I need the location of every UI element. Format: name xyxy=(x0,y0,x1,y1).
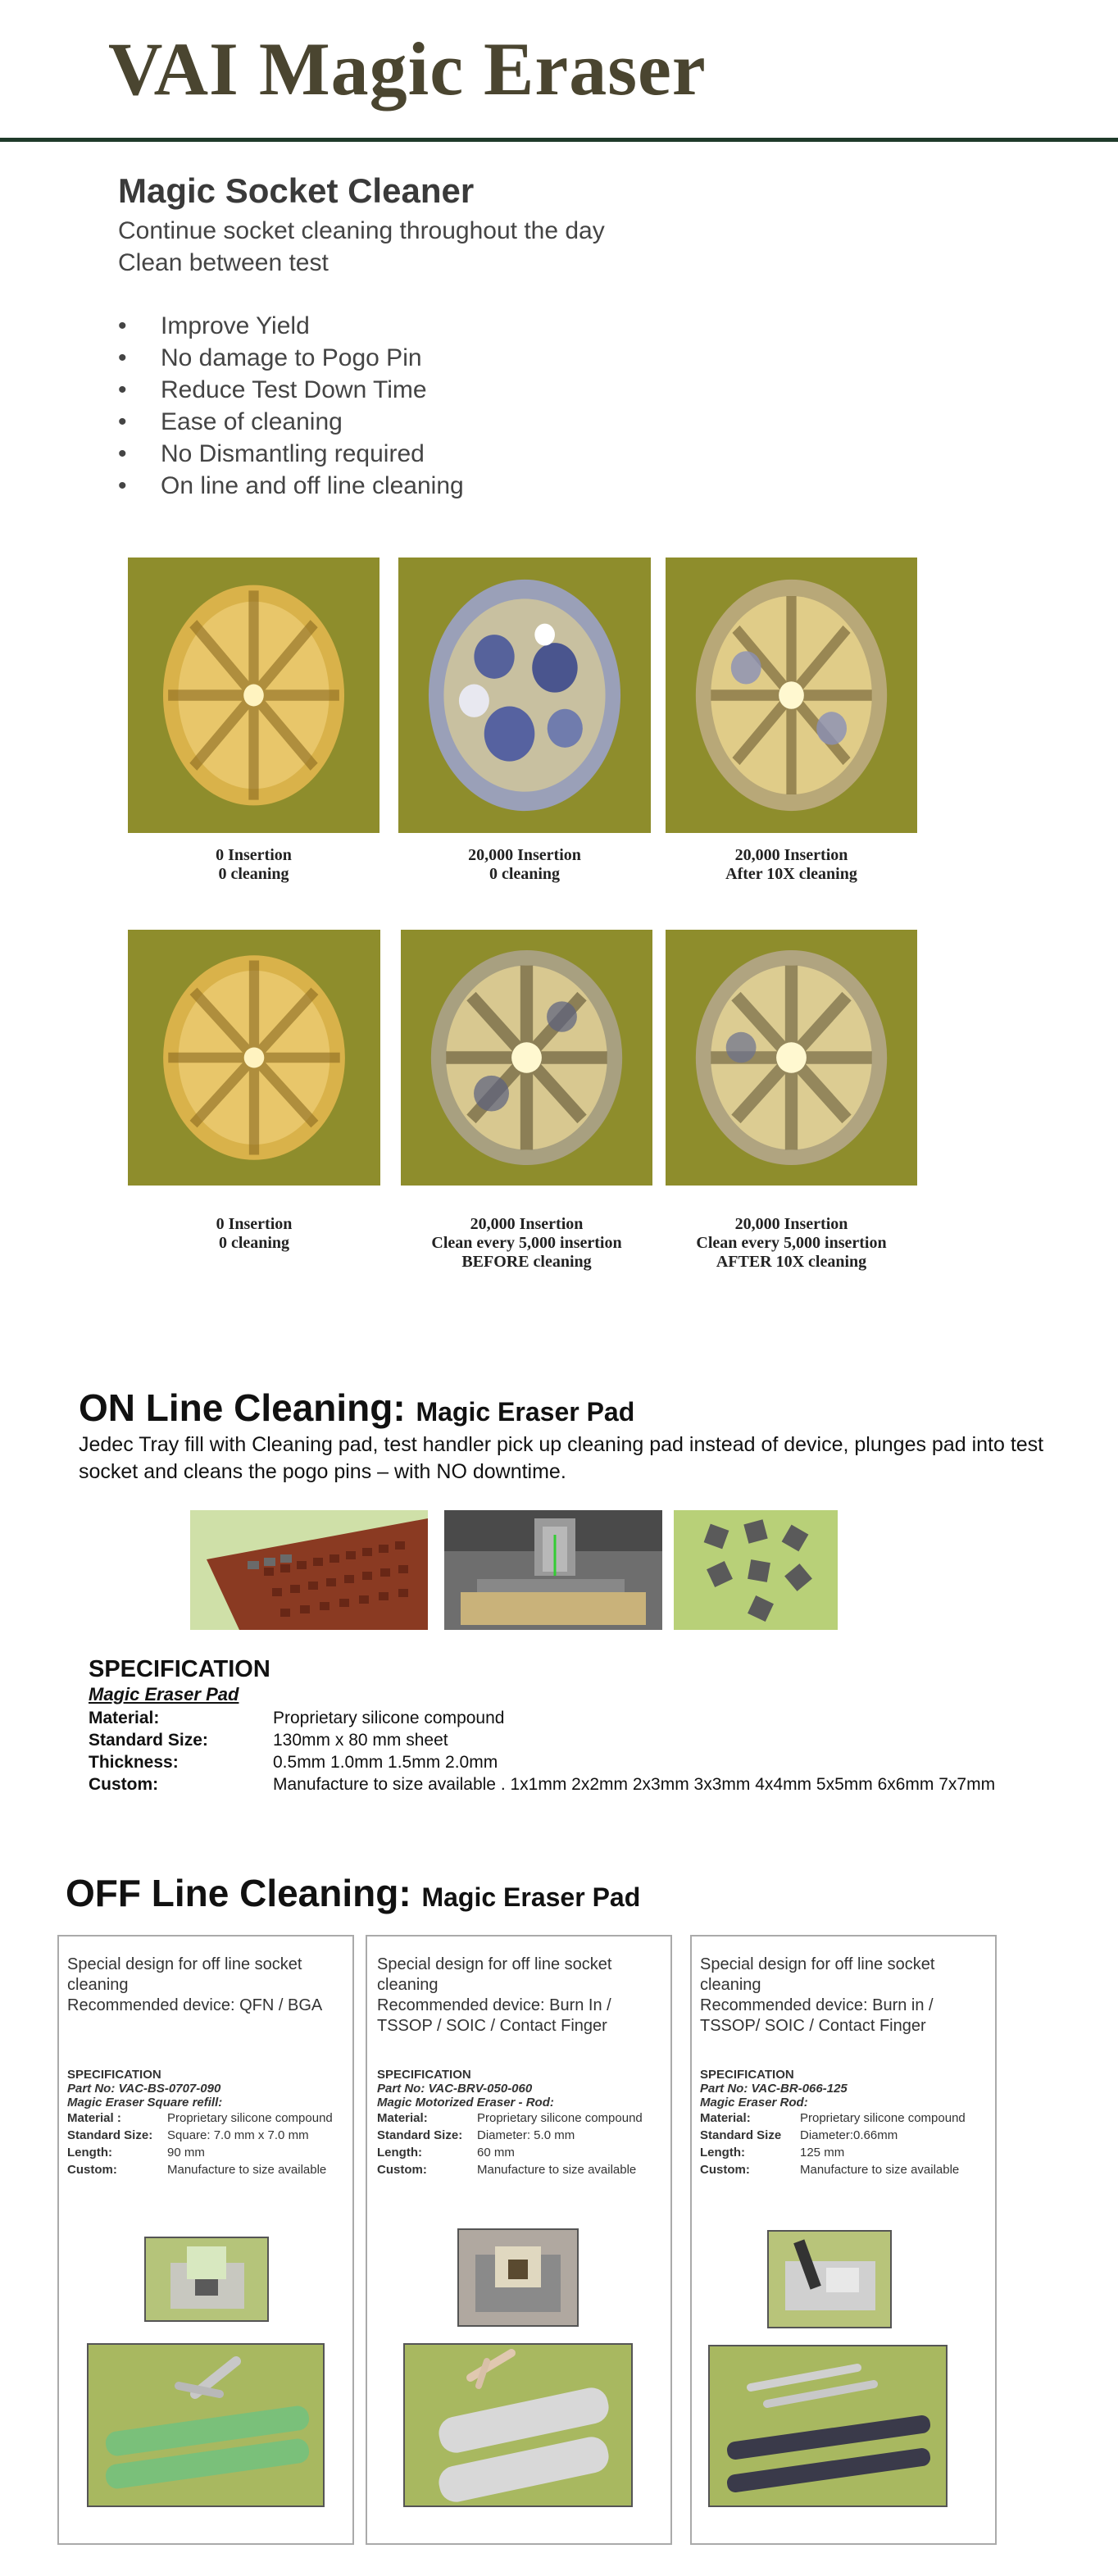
feature-item: • Ease of cleaning xyxy=(118,406,464,438)
product-card xyxy=(690,1935,997,2545)
spec-row: Material: Proprietary silicone compound xyxy=(89,1709,505,1727)
pogo-pin-photo xyxy=(666,558,917,833)
photo-caption: 20,000 Insertion Clean every 5,000 insertion AFTER 10X cleaning xyxy=(696,1215,887,1271)
photo-caption: 0 Insertion 0 cleaning xyxy=(216,846,292,883)
jedec-tray-photo xyxy=(190,1510,428,1630)
intro-heading: Magic Socket Cleaner xyxy=(118,171,475,210)
online-section-title: ON Line Cleaning: Magic Eraser Pad xyxy=(79,1386,635,1429)
online-spec-table xyxy=(89,1707,995,1795)
eraser-pen-photo xyxy=(87,2343,325,2507)
card-description: Special design for off line socket cleaning Recommended device: Burn In / TSSOP / SOIC / Contact Finger xyxy=(377,1955,612,2035)
offline-section-title: OFF Line Cleaning: Magic Eraser Pad xyxy=(66,1872,641,1914)
pogo-pin-photo xyxy=(128,930,380,1186)
feature-item: • No Dismantling required xyxy=(118,438,464,470)
pogo-pin-photo xyxy=(666,930,917,1186)
spec-row: Thickness: 0.5mm 1.0mm 1.5mm 2.0mm xyxy=(89,1753,498,1772)
test-handler-photo xyxy=(444,1510,662,1630)
pogo-pin-photo xyxy=(401,930,652,1186)
cleaning-pads-photo xyxy=(674,1510,838,1630)
eraser-rod-photo xyxy=(708,2345,948,2507)
socket-photo xyxy=(767,2230,892,2328)
photo-caption: 20,000 Insertion 0 cleaning xyxy=(468,846,581,883)
feature-item: • On line and off line cleaning xyxy=(118,470,464,502)
online-spec-title: SPECIFICATION xyxy=(89,1656,270,1682)
product-card xyxy=(57,1935,354,2545)
product-card xyxy=(366,1935,672,2545)
card-spec: SPECIFICATION Part No: VAC-BR-066-125 Magic Eraser Rod: Material: Proprietary silicone compound Standard Size Diameter:0.66mm Length: 125 mm Custom: Manufacture to size available xyxy=(700,2068,966,2177)
photo-caption: 20,000 Insertion After 10X cleaning xyxy=(725,846,857,883)
intro-line: Continue socket cleaning throughout the day xyxy=(118,217,605,244)
pogo-pin-photo xyxy=(398,558,651,833)
online-spec-subtitle: Magic Eraser Pad xyxy=(89,1684,239,1704)
online-description: Jedec Tray fill with Cleaning pad, test handler pick up cleaning pad instead of device, plunges pad into test socket and cleans the pogo pins – with NO downtime. xyxy=(79,1433,1044,1483)
intro-line: Clean between test xyxy=(118,249,329,276)
photo-caption: 0 Insertion 0 cleaning xyxy=(216,1215,293,1252)
spec-row: Standard Size: 130mm x 80 mm sheet xyxy=(89,1731,448,1750)
card-spec: SPECIFICATION Part No: VAC-BRV-050-060 Magic Motorized Eraser - Rod: Material: Proprietary silicone compound Standard Size: Diameter: 5.0 mm Length: 60 mm Custom: Manufacture to size available xyxy=(377,2068,643,2177)
feature-item: • Reduce Test Down Time xyxy=(118,374,464,406)
card-description: Special design for off line socket cleaning Recommended device: Burn in / TSSOP/ SOIC / Contact Finger xyxy=(700,1955,935,2035)
socket-photo xyxy=(457,2228,579,2327)
feature-item: • Improve Yield xyxy=(118,310,464,342)
card-description: Special design for off line socket cleaning Recommended device: QFN / BGA xyxy=(67,1955,323,2014)
photo-caption: 20,000 Insertion Clean every 5,000 insertion BEFORE cleaning xyxy=(431,1215,622,1271)
spec-row: Custom: Manufacture to size available . 1x1mm 2x2mm 2x3mm 3x3mm 4x4mm 5x5mm 6x6mm 7x7mm xyxy=(89,1775,996,1794)
socket-photo xyxy=(144,2237,269,2322)
feature-item: • No damage to Pogo Pin xyxy=(118,342,464,374)
header-rule xyxy=(0,138,1118,142)
feature-list xyxy=(118,310,464,502)
card-spec: SPECIFICATION Part No: VAC-BS-0707-090 Magic Eraser Square refill: Material : Proprietary silicone compound Standard Size: Square: 7.0 mm x 7.0 mm Length: 90 mm Custom: Manufacture to size available xyxy=(67,2068,333,2177)
pogo-pin-photo xyxy=(128,558,379,833)
motorized-eraser-photo xyxy=(403,2343,633,2507)
brand-title: VAI Magic Eraser xyxy=(108,27,707,111)
